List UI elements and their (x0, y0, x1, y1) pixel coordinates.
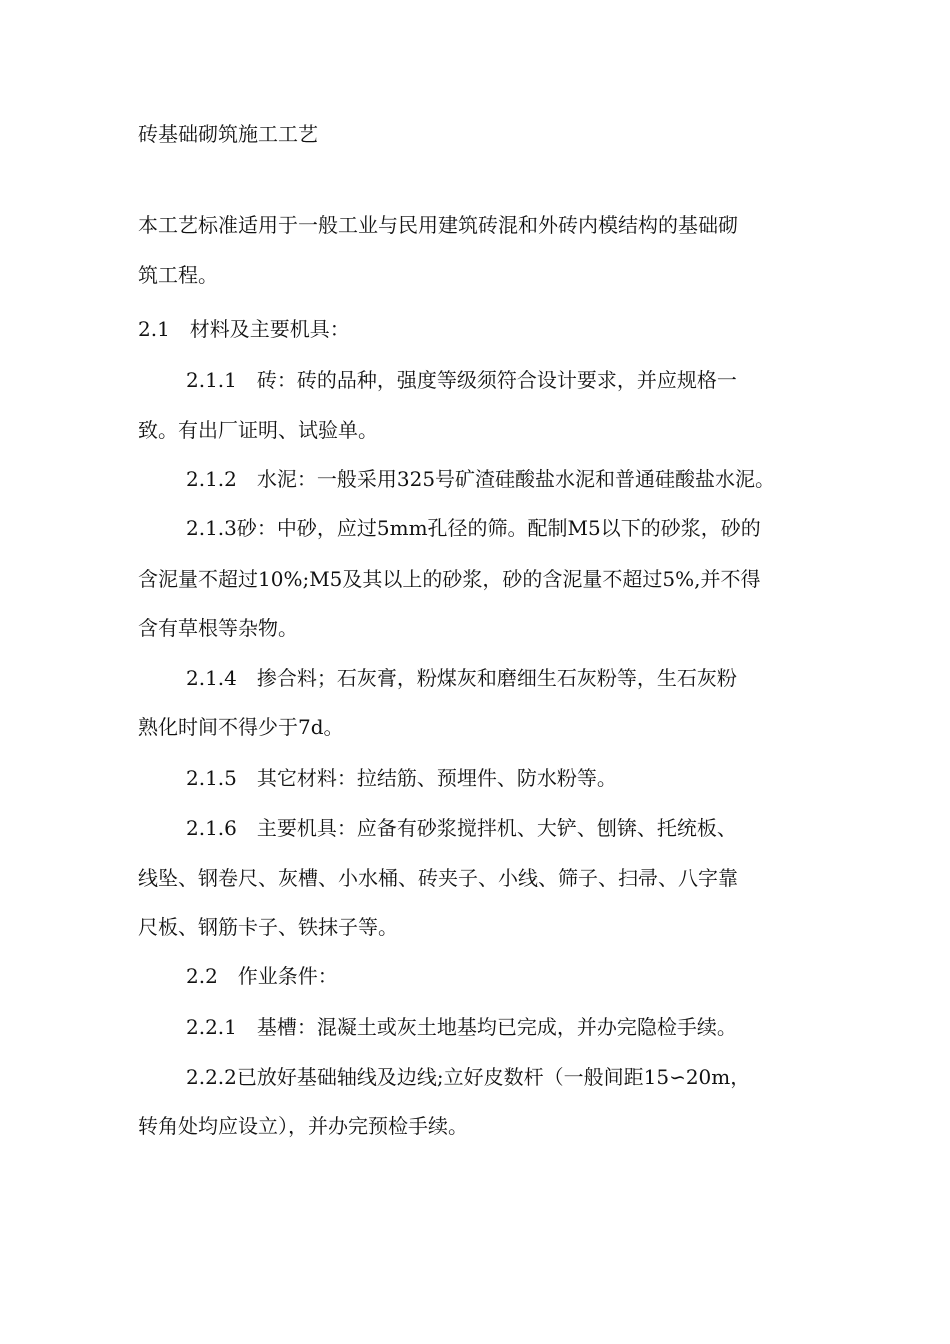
item-2-1-2-line-1: 2.1.2 水泥：一般采用325号矿渣硅酸盐水泥和普通硅酸盐水泥。 (186, 467, 776, 491)
item-2-1-4-line-2: 熟化时间不得少于7d。 (138, 715, 344, 739)
item-2-1-3-line-3: 含有草根等杂物。 (138, 616, 298, 640)
item-2-1-1-line-1: 2.1.1 砖：砖的品种，强度等级须符合设计要求，并应规格一 (186, 368, 737, 392)
item-2-1-6-line-2: 线坠、钢卷尺、灰槽、小水桶、砖夹子、小线、筛子、扫帚、八字靠 (138, 866, 738, 890)
intro-line-2: 筑工程。 (138, 263, 218, 287)
section-2-2-heading: 2.2 作业条件： (186, 964, 338, 988)
item-2-1-6-line-1: 2.1.6 主要机具：应备有砂浆搅拌机、大铲、刨锛、托统板、 (186, 816, 737, 840)
item-2-1-3-line-2: 含泥量不超过10%;M5及其以上的砂浆，砂的含泥量不超过5%,并不得 (138, 567, 761, 591)
item-2-1-5-line-1: 2.1.5 其它材料：拉结筋、预埋件、防水粉等。 (186, 766, 617, 790)
item-2-1-3-line-1: 2.1.3砂：中砂，应过5mm孔径的筛。配制M5以下的砂浆，砂的 (186, 516, 761, 540)
item-2-2-2-line-1: 2.2.2已放好基础轴线及边线;立好皮数杆（一般间距15∽20m， (186, 1065, 751, 1089)
item-2-2-2-line-2: 转角处均应设立），并办完预检手续。 (138, 1114, 468, 1138)
item-2-1-1-line-2: 致。有出厂证明、试验单。 (138, 418, 378, 442)
item-2-1-4-line-1: 2.1.4 掺合料；石灰膏，粉煤灰和磨细生石灰粉等，生石灰粉 (186, 666, 737, 690)
item-2-1-6-line-3: 尺板、钢筋卡子、铁抹子等。 (138, 915, 398, 939)
document-title: 砖基础砌筑施工工艺 (138, 122, 318, 146)
section-2-1-heading: 2.1 材料及主要机具： (138, 317, 350, 341)
item-2-2-1-line-1: 2.2.1 基槽：混凝土或灰土地基均已完成，并办完隐检手续。 (186, 1015, 737, 1039)
intro-line-1: 本工艺标准适用于一般工业与民用建筑砖混和外砖内模结构的基础砌 (138, 213, 738, 237)
